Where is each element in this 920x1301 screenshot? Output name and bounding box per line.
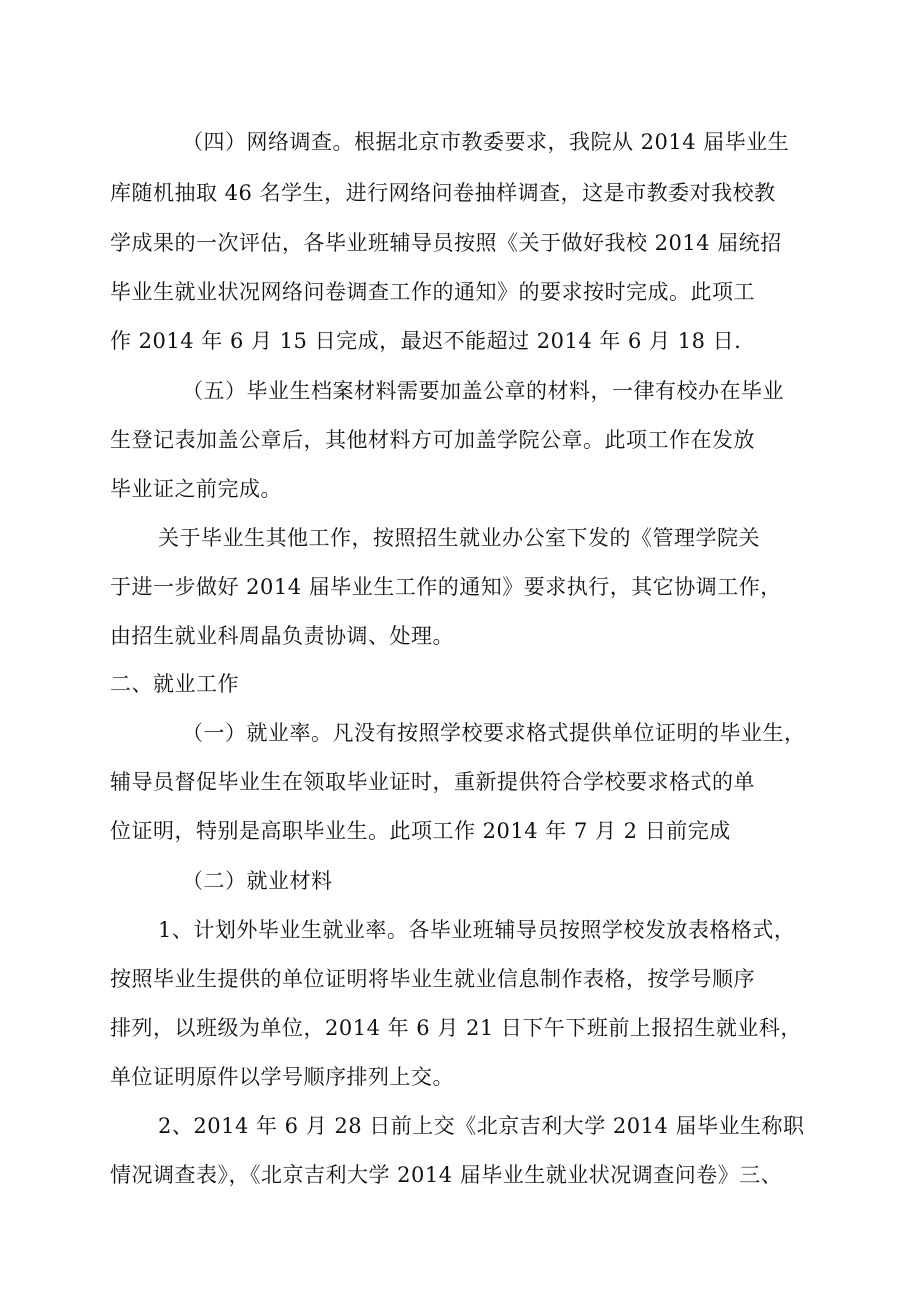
text-line: 于进一步做好 2014 届毕业生工作的通知》要求执行，其它协调工作， xyxy=(110,575,782,599)
text-line: 学成果的一次评估，各毕业班辅导员按照《关于做好我校 2014 届统招 xyxy=(110,231,782,255)
text-line: 单位证明原件以学号顺序排列上交。 xyxy=(110,1065,454,1089)
text-line: （五）毕业生档案材料需要加盖公章的材料，一律有校办在毕业 xyxy=(182,379,784,403)
text-line: 情况调查表》，《北京吉利大学 2014 届毕业生就业状况调查问卷》三、 xyxy=(110,1163,783,1187)
text-line: （一）就业率。凡没有按照学校要求格式提供单位证明的毕业生， xyxy=(182,721,806,745)
text-line: 毕业证之前完成。 xyxy=(110,477,282,501)
text-line: 生登记表加盖公章后，其他材料方可加盖学院公章。此项工作在发放 xyxy=(110,428,755,452)
text-line: 辅导员督促毕业生在领取毕业证时，重新提供符合学校要求格式的单 xyxy=(110,770,755,794)
text-line: 作 2014 年 6 月 15 日完成，最迟不能超过 2014 年 6 月 18 日. xyxy=(110,329,742,353)
text-line: 2、2014 年 6 月 28 日前上交《北京吉利大学 2014 届毕业生称职 xyxy=(158,1114,805,1138)
text-line: 1、计划外毕业生就业率。各毕业班辅导员按照学校发放表格格式， xyxy=(158,918,796,942)
text-line: 库随机抽取 46 名学生，进行网络问卷抽样调查，这是市教委对我校教 xyxy=(110,181,776,205)
text-line: （四）网络调查。根据北京市教委要求，我院从 2014 届毕业生 xyxy=(182,130,790,154)
text-line: 排列，以班级为单位，2014 年 6 月 21 日下午下班前上报招生就业科， xyxy=(110,1016,802,1040)
text-line: 按照毕业生提供的单位证明将毕业生就业信息制作表格，按学号顺序 xyxy=(110,967,755,991)
text-line: 由招生就业科周晶负责协调、处理。 xyxy=(110,624,454,648)
subsection-heading: （二）就业材料 xyxy=(182,869,333,893)
text-line: 关于毕业生其他工作，按照招生就业办公室下发的《管理学院关 xyxy=(158,526,760,550)
text-line: 位证明，特别是高职毕业生。此项工作 2014 年 7 月 2 日前完成 xyxy=(110,819,731,843)
section-heading: 二、就业工作 xyxy=(110,672,239,696)
text-line: 毕业生就业状况网络问卷调查工作的通知》的要求按时完成。此项工 xyxy=(110,280,755,304)
